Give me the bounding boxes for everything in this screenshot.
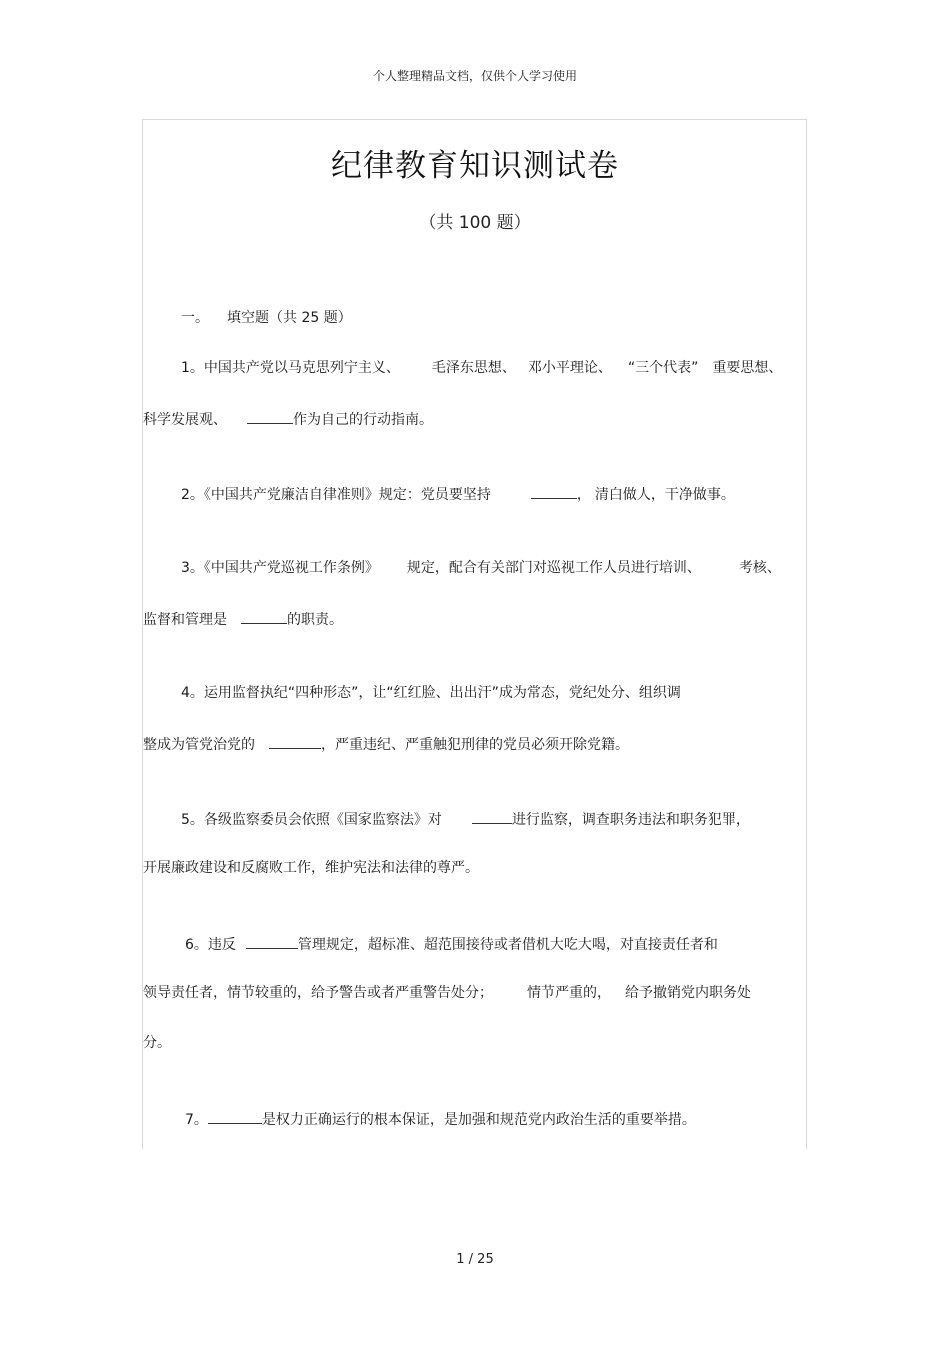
page-number: 1 / 25 [456, 1252, 494, 1267]
document-subtitle: （共 100 题） [419, 213, 531, 233]
question-1-line-2: 科学发展观、 作为自己的行动指南。 [143, 409, 433, 429]
answer-blank[interactable] [247, 409, 293, 424]
question-1-number: 1。 [181, 360, 204, 376]
answer-blank[interactable] [269, 734, 321, 749]
question-3-line-2: 监督和管理是 的职责。 [143, 609, 343, 629]
question-2-number: 2。 [181, 487, 204, 503]
question-5-line-2: 开展廉政建设和反腐败工作，维护宪法和法律的尊严。 [143, 860, 479, 876]
section-heading [181, 309, 352, 327]
question-6-line-2: 领导责任者，情节较重的，给予警告或者严重警告处分； 情节严重的， 给予撤销党内职务处 [143, 985, 751, 1001]
question-4-number: 4。 [181, 685, 204, 701]
question-3-line-1: 3。《中国共产党巡视工作条例》 规定，配合有关部门对巡视工作人员进行培训、 考核、 [181, 560, 781, 576]
section-label: 一。 [181, 310, 209, 326]
answer-blank[interactable] [472, 809, 512, 824]
section-title: 填空题（共 25 题） [227, 310, 352, 326]
question-1-line-1: 1。中国共产党以马克思列宁主义、 毛泽东思想、 邓小平理论、 “三个代表” 重要思想、 [181, 360, 783, 376]
answer-blank[interactable] [241, 609, 287, 624]
question-4-line-2: 整成为管党治党的 ，严重违纪、严重触犯刑律的党员必须开除党籍。 [143, 734, 629, 754]
answer-blank[interactable] [531, 484, 577, 499]
question-6-line-1: 6。违反 管理规定，超标准、超范围接待或者借机大吃大喝，对直接责任者和 [185, 934, 718, 954]
answer-blank[interactable] [208, 1109, 262, 1124]
answer-blank[interactable] [246, 934, 298, 949]
document-title: 纪律教育知识测试卷 [331, 148, 619, 184]
question-4-line-1: 4。运用监督执纪“四种形态”，让“红红脸、出出汗”成为常态，党纪处分、组织调 [181, 685, 681, 701]
question-7-line-1: 7。 是权力正确运行的根本保证，是加强和规范党内政治生活的重要举措。 [185, 1109, 696, 1129]
question-2-line-1: 2。《中国共产党廉洁自律准则》规定：党员要坚持 ， 清白做人，干净做事。 [181, 484, 735, 504]
question-3-number: 3。 [181, 560, 204, 576]
question-6-number: 6。 [185, 937, 208, 953]
question-6-line-3: 分。 [143, 1035, 171, 1051]
question-7-number: 7。 [185, 1112, 208, 1128]
question-5-line-1: 5。各级监察委员会依照《国家监察法》对 进行监察，调查职务违法和职务犯罪， [181, 809, 750, 829]
question-5-number: 5。 [181, 812, 204, 828]
header-note: 个人整理精品文档，仅供个人学习使用 [372, 69, 577, 83]
